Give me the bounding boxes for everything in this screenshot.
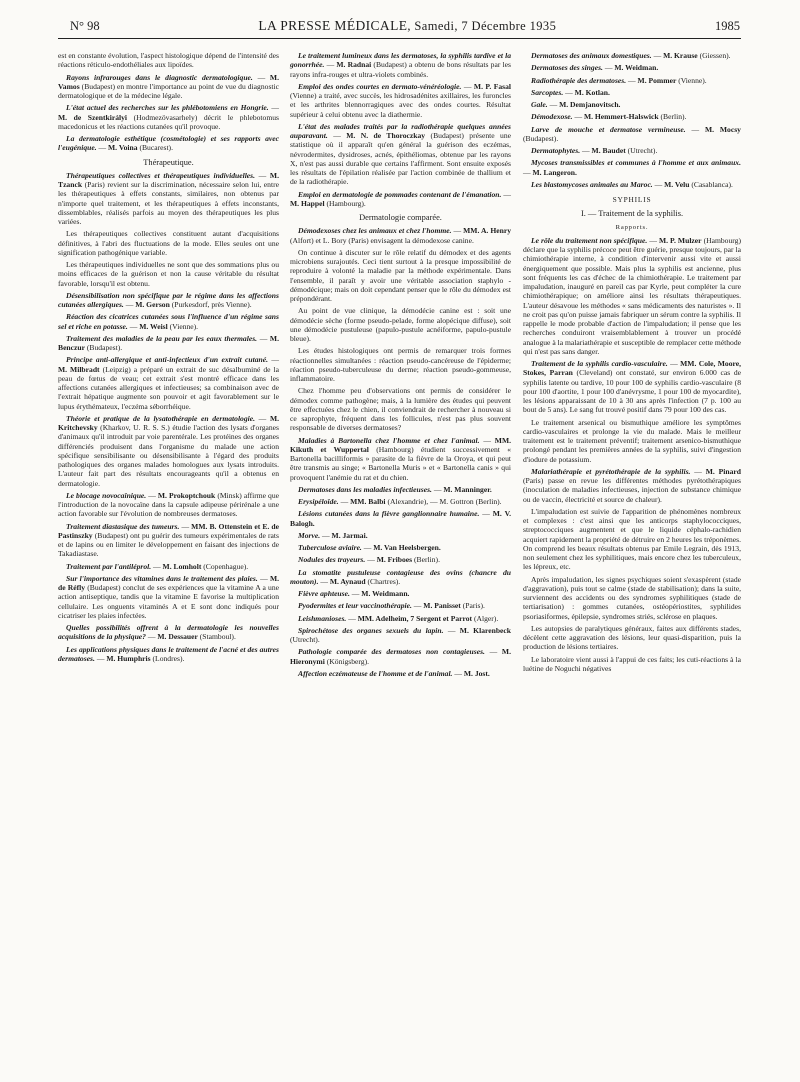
entry-text: (Vienne). bbox=[169, 321, 199, 331]
author-name: M. Dessauer bbox=[157, 632, 198, 642]
abstract-entry: Morve. — M. Jarmai. bbox=[298, 530, 368, 540]
author-name: M. Klarenbeck bbox=[459, 625, 512, 635]
entry-title: L'état actuel des recherches sur les phlébotomiens en Hongrie. bbox=[66, 103, 269, 113]
body-paragraph bbox=[290, 386, 511, 432]
entry-title: Malariathérapie et pyrétothérapie de la syphilis. bbox=[531, 466, 691, 476]
entry-text: (Hambourg) étudient successivement « Bartonella bacilliformis » parasite de la fièvre de la Oroya, et qui peut être transmis au singe; « Bartonella Muris » et « Bartonella canis » qui provoquent l'anémie du rat et du chien. bbox=[290, 444, 511, 482]
entry-text: Les autopsies de paralytiques généraux, faites aux différents stades, décèlent cette aggravation des lésions, leur quasi-disparition, puis la production de lésions tertiaires. bbox=[523, 623, 741, 652]
entry-title: Démodexose. bbox=[531, 112, 573, 122]
body-paragraph bbox=[58, 51, 279, 70]
entry-title: Tuberculose aviaire. bbox=[298, 543, 362, 552]
abstract-entry: Principe anti-allergique et anti-infectieux d'un extrait cutané. — M. Milbradt (Leipzig) a préparé un extrait de suc désalbuminé de la peau de fœtus de veau; cet extrait s'est montré efficace dans les affections cutanées allergiques et infectieuses; sa combinaison avec de l'extrait hépatique augmente son pouvoir et agit favorablement sur le lupus érythémateux, l'eczéma séborrhéique. bbox=[58, 355, 280, 411]
entry-text: Au point de vue clinique, la démodécie canine est : soit une démodécie sèche (forme pseudo-pelade, forme alopécique diffuse), soit une démodécie pustuleuse (papulo-pustule acnéiforme, papulo-pustule bleue). bbox=[290, 306, 511, 343]
entry-text: (Giessen). bbox=[699, 51, 731, 60]
entry-title: Erysipéloïde. bbox=[298, 497, 339, 506]
abstract-entry: La stomatite pustuleuse contagieuse des ovins (chancre du mouton). — M. Aynaud (Chartres). bbox=[290, 567, 511, 586]
body-paragraph bbox=[290, 306, 511, 343]
body-paragraph bbox=[523, 418, 741, 464]
body-paragraph bbox=[58, 260, 279, 288]
entry-text: (Vienne). bbox=[678, 75, 707, 85]
journal-title-line bbox=[258, 18, 556, 34]
entry-title: La dermatologie esthétique (cosmétologie) et ses rapports avec l'eugénique. bbox=[58, 134, 279, 153]
abstract-entry: Fièvre aphteuse. — M. Weidmann. bbox=[298, 589, 410, 598]
entry-text: (Casablanca). bbox=[691, 179, 733, 189]
entry-text: Après impaludation, les signes psychiques soient s'exaspèrent (stade d'aggravation), puis tout se calme (stade de stabilisation); dans la suite, surviennent des accidents ou des syndromes syphilitiques (stade de tertiarisation) : gommes cutanées, ostéopériostites, syphilides psoriasiformes, épilepsie, syndromes striés, sclérose en plaques. bbox=[523, 574, 741, 621]
entry-text: (Berlin). bbox=[660, 112, 687, 122]
section-heading: SYPHILIS bbox=[612, 195, 652, 204]
abstract-entry: Démodexoses chez les animaux et chez l'homme. — MM. A. Henry (Alfort) et L. Bory (Paris) envisagent la démodexose canine. bbox=[290, 226, 511, 245]
author-name: M. Voina bbox=[108, 143, 138, 153]
author-name: M. Benczur bbox=[58, 333, 279, 352]
author-name: M. N. de Thoroczkay bbox=[346, 131, 426, 140]
entry-title: Radiothérapie des dermatoses. bbox=[531, 75, 627, 85]
abstract-entry: Lésions cutanées dans la fièvre ganglionnaire humaine. — M. V. Balogh. bbox=[290, 509, 512, 528]
author-name: M. Radnai bbox=[336, 60, 372, 70]
entry-title: Le rôle du traitement non spécifique. bbox=[531, 235, 648, 245]
body-paragraph bbox=[523, 575, 741, 621]
author-name: M. Tzanck bbox=[58, 170, 279, 189]
author-name: M. Baudet bbox=[591, 146, 626, 155]
author-name: M. Weidman. bbox=[614, 63, 659, 73]
abstract-entry: Traitement diastasique des tumeurs. — MM. B. Ottenstein et E. de Pastinszky (Budapest) ont pu guérir des tumeurs expérimentales de rats et de lapins ou en limiter le développement en faisant des injections de Takadiastase. bbox=[58, 521, 280, 559]
entry-text: (Budapest) en montre l'importance au point de vue du diagnostic dermatologique et de la médecine légale. bbox=[58, 81, 279, 100]
abstract-entry: Réaction des cicatrices cutanées sous l'influence d'un régime sans sel et riche en potasse. — M. Weisl (Vienne). bbox=[58, 312, 279, 331]
author-name: M. Langeron. bbox=[532, 167, 577, 177]
author-name: M. Mocsy bbox=[704, 124, 741, 134]
entry-title: Traitement des maladies de la peau par les eaux thermales. bbox=[66, 333, 258, 343]
author-name: M. Van Heelsbergen. bbox=[373, 543, 441, 552]
entry-title: Emploi des ondes courtes en dermato-vénéréologie. bbox=[298, 81, 462, 91]
entry-text: (Paris) revient sur la discrimination, nécessaire selon lui, entre les thérapeutiques à effets constants, similaires, non obtenus par n'importe quel traitement, et les thérapeutiques à effets inconstants, dissemblables, réalisés parfois au moyen des thérapeutiques les plus variées. bbox=[58, 180, 279, 226]
entry-title: Dermatoses des singes. bbox=[531, 63, 603, 73]
author-name: M. Jost. bbox=[463, 668, 490, 678]
entry-title: Maladies à Bartonella chez l'homme et chez l'animal. bbox=[298, 435, 480, 445]
author-name: M. de Réfly bbox=[58, 573, 280, 592]
entry-text: L'impaludation est suivie de l'apparition de phénomènes nombreux et complexes : c'est ainsi que les anticorps staphylococciques, streptococciques augmentent et que le liquide céphalo-rachidien acquiert rapidement la propriété de détruire en 2 heures les tréponèmes. On comprend les beaux résultats obtenus par Emile Legrain, dès 1913, non seulement chez les syphilitiques, mais encore chez les tuberculeux, les lépreux, etc. bbox=[523, 506, 741, 572]
entry-title: Dermatoses dans les maladies infectieuses. bbox=[298, 484, 432, 494]
section-heading: Rapports. bbox=[615, 223, 649, 231]
author-name: M. Weisl bbox=[139, 321, 168, 331]
issue-date: , Samedi, 7 Décembre 1935 bbox=[407, 19, 557, 33]
abstract-entry: Les blastomycoses animales au Maroc. — M. Velu (Casablanca). bbox=[531, 179, 733, 189]
entry-text: (Königsberg). bbox=[326, 656, 370, 666]
author-name: MM. B. Ottenstein et E. de Pastinszky bbox=[58, 521, 280, 540]
author-name: MM. A. Henry bbox=[463, 226, 511, 236]
author-name: M. Kritchevsky bbox=[58, 413, 280, 432]
entry-text: est en constante évolution, l'aspect histologique dépend de l'intensité des réactions réticulo-endothéliales aux lipoïdes. bbox=[58, 51, 279, 70]
entry-text: (Londres). bbox=[152, 653, 185, 663]
abstract-entry: L'état actuel des recherches sur les phlébotomiens en Hongrie. — M. de Szentkirályi (Hodmezövasarhely) décrit le phlebotomus macedonicus et les réactions cutanées qu'il provoque. bbox=[58, 103, 279, 131]
entry-title: Morve. bbox=[298, 530, 321, 540]
entry-title: L'état des malades traités par la radiothérapie quelques années auparavant. bbox=[290, 121, 511, 140]
column-right bbox=[523, 51, 741, 676]
entry-text: (Stamboul). bbox=[199, 632, 236, 642]
section-heading: Thérapeutique. bbox=[143, 157, 194, 167]
author-name: M. de Szentkirályi bbox=[58, 112, 128, 122]
abstract-entry: Le rôle du traitement non spécifique. — M. P. Mulzer (Hambourg) déclare que la syphilis précoce peut être guérie, presque toujours, par la chimiothérapie interne, à condition d'intervenir aussi vite et aussi énergiquement que possible. Mais plus la syphilis est ancienne, plus sont fréquents les cas d'échec de la chimiothérapie. Le traitement par impaludation, inauguré en pareil cas par Kyrle, peut compléter la cure chimiothérapique; on améliore ainsi les résultats thérapeutiques. L'auteur désavoue les méthodes « sans médicaments des naturistes ». Il ne croit pas qu'on puisse jamais fabriquer un sérum contre la syphilis. Il rappelle le mode probable d'action de l'impaludation; il pense que les recherches conduiront vraisemblablement à trouver un procédé analogue à la malariathérapie et susceptible de remplacer cette méthode qui n'est pas sans danger. bbox=[523, 235, 741, 356]
entry-title: Dermatoses des animaux domestiques. bbox=[531, 51, 652, 60]
abstract-entry: Gale. — M. Demjanovitsch. bbox=[531, 100, 621, 109]
entry-text: (Berlin). bbox=[414, 555, 440, 565]
column-left bbox=[58, 51, 279, 666]
entry-title: Les applications physiques dans le traitement de l'acné et des autres dermatoses. bbox=[58, 644, 279, 663]
author-name: M. Lomholt bbox=[162, 561, 202, 571]
abstract-entry: Maladies à Bartonella chez l'homme et chez l'animal. — MM. Kikuth et Wuppertal (Hambourg) étudient successivement « Bartonella bacilliformis » parasite de la fièvre de la Oroya, et qui peut être transmis au singe; « Bartonella Muris » et « Bartonella canis » qui provoquent l'anémie du rat et du chien. bbox=[290, 435, 512, 482]
header-rule bbox=[58, 38, 741, 39]
entry-text: (Hodmezövasarhely) décrit le phlebotomus macedonicus et les réactions cutanées qu'il provoque. bbox=[58, 112, 279, 131]
author-name: M. Jarmai. bbox=[331, 530, 368, 540]
abstract-entry: Malariathérapie et pyrétothérapie de la syphilis. — M. Pinard (Paris) passe en revue les différentes méthodes pyrétothérapiques (inoculation de maladies infectieuses, injection de substance chimique ou de vaccin, électricité et source de chaleur). bbox=[523, 466, 742, 504]
author-name: M. Hieronymi bbox=[290, 647, 511, 666]
entry-title: Dermatophytes. bbox=[531, 146, 581, 155]
entry-title: Thérapeutiques collectives et thérapeutiques individuelles. bbox=[66, 170, 256, 180]
entry-title: Traitement par l'antiléprol. bbox=[66, 561, 152, 571]
entry-text: (Budapest). bbox=[523, 133, 559, 143]
entry-text: (Utrecht). bbox=[290, 635, 320, 644]
entry-title: Réaction des cicatrices cutanées sous l'influence d'un régime sans sel et riche en potasse. bbox=[58, 312, 279, 331]
author-name: M. Krause bbox=[663, 51, 698, 60]
entry-title: La stomatite pustuleuse contagieuse des ovins (chancre du mouton). bbox=[290, 567, 511, 586]
entry-title: Désensibilisation non spécifique par le régime dans les affections cutanées allergiques. bbox=[58, 290, 279, 309]
entry-title: Démodexoses chez les animaux et chez l'homme. bbox=[298, 226, 452, 236]
abstract-entry: Dermatoses des animaux domestiques. — M. Krause (Giessen). bbox=[531, 51, 731, 60]
abstract-entry: Larve de mouche et dermatose vermineuse. — M. Mocsy (Budapest). bbox=[523, 124, 741, 143]
entry-title: Traitement diastasique des tumeurs. bbox=[66, 521, 180, 531]
entry-text: (Vienne) a traité, avec succès, les hidrosadénites axillaires, les furoncles et les arthrites blennorragiques avec des ondes courtes. Résultat supérieur à celui obtenu avec la diathermie. bbox=[290, 91, 511, 119]
abstract-entry: La dermatologie esthétique (cosmétologie) et ses rapports avec l'eugénique. — M. Voina (Bucarest). bbox=[58, 134, 279, 153]
author-name: M. Pommer bbox=[637, 75, 677, 85]
abstract-entry: Affection eczémateuse de l'homme et de l'animal. — M. Jost. bbox=[298, 668, 490, 678]
body-paragraph bbox=[523, 624, 741, 652]
author-name: M. Velu bbox=[664, 179, 690, 189]
page-header bbox=[70, 18, 740, 38]
entry-text: (Hambourg). bbox=[326, 198, 366, 208]
author-name: MM. Adelheim, 7 Sergent et Parrot bbox=[357, 613, 473, 623]
journal-name: LA PRESSE MÉDICALE bbox=[258, 18, 408, 33]
author-name: M. Milbradt bbox=[58, 364, 100, 374]
entry-title: Rayons infrarouges dans le diagnostic dermatologique. bbox=[66, 72, 253, 82]
entry-text: (Paris). bbox=[462, 601, 485, 611]
section-heading: Dermatologie comparée. bbox=[359, 213, 442, 222]
author-name: M. Happel bbox=[290, 198, 325, 208]
entry-text: (Budapest) conclut de ses expériences que la vitamine A a une action antiseptique, tandis que la vitamine E favorise la multiplication cellulaire. Les onguents vitaminés A et E sont donc indiqués pour cicatriser les plaies infectées. bbox=[58, 583, 279, 620]
abstract-entry: Rayons infrarouges dans le diagnostic dermatologique. — M. Vamos (Budapest) en montre l'importance au point de vue du diagnostic dermatologique et de la médecine légale. bbox=[58, 72, 279, 100]
entry-title: Le blocage novocaïnique. bbox=[66, 490, 147, 500]
author-name: M. Kotlan. bbox=[574, 87, 610, 97]
entry-text: Le traitement arsenical ou bismuthique améliore les symptômes cardio-vasculaires et prolonge la vie du malade. Mais le meilleur traitement est le traitement préventif; traitement arsenico-bismuthique prolongé pendant les premières années de la syphilis, suivi d'ingestion d'iodure de potassium. bbox=[523, 417, 741, 464]
entry-text: (Utrecht). bbox=[627, 146, 658, 155]
abstract-entry: Traitement par l'antiléprol. — M. Lomholt (Copenhague). bbox=[66, 561, 249, 571]
abstract-entry: Emploi des ondes courtes en dermato-vénéréologie. — M. P. Fasal (Vienne) a traité, avec succès, les hidrosadénites axillaires, les furoncles et les arthrites blennorragiques avec des ondes courtes. Résultat supérieur à celui obtenu avec la diathermie. bbox=[290, 81, 512, 119]
page-number: 1985 bbox=[714, 19, 740, 33]
abstract-entry: Thérapeutiques collectives et thérapeutiques individuelles. — M. Tzanck (Paris) revient sur la discrimination, nécessaire selon lui, entre les thérapeutiques à effets constants, similaires, non obtenus par n'importe quel traitement, et les thérapeutiques à effets inconstants, dissemblables, réalisés parfois au moyen des thérapeutiques les plus variées. bbox=[58, 170, 279, 226]
abstract-entry: Pyodermites et leur vaccinothérapie. — M. Panisset (Paris). bbox=[298, 601, 485, 611]
abstract-entry: Théorie et pratique de la lysatothérapie en dermatologie. — M. Kritchevsky (Kharkov, U. R. S. S.) étudie l'action des lysats d'organes d'animaux qu'il introduit par voie parentérale. Les protéines des organes différenciés produisent dans l'organisme du malade une action spécifique sensibilisante ou désensibilisante à l'égard des produits pathologiques des organes malades homologues aux lysats introduits. L'auteur fait part des résultats encourageants qu'il a obtenus en dermatologie. bbox=[58, 413, 280, 488]
entry-text: (Purkesdorf, près Vienne). bbox=[171, 300, 252, 309]
abstract-entry: Sarcoptes. — M. Kotlan. bbox=[531, 87, 610, 97]
entry-title: Spirochétose des organes sexuels du lapin. bbox=[298, 625, 444, 635]
entry-title: Affection eczémateuse de l'homme et de l'animal. bbox=[298, 668, 453, 678]
author-name: MM. Cole, Moore, Stokes, Parran bbox=[523, 359, 742, 378]
author-name: M. Manninger. bbox=[443, 484, 492, 494]
abstract-entry: Traitement des maladies de la peau par les eaux thermales. — M. Benczur (Budapest). bbox=[58, 333, 279, 352]
abstract-entry: Désensibilisation non spécifique par le régime dans les affections cutanées allergiques. — M. Gerson (Purkesdorf, près Vienne). bbox=[58, 290, 279, 309]
entry-text: Les thérapeutiques collectives constituent autant d'acquisitions définitives, à l'abri des fluctuations de la mode. Elles seules ont une signification pathogénique variable. bbox=[58, 229, 279, 257]
author-name: M. Gerson bbox=[135, 300, 170, 309]
body-paragraph bbox=[58, 229, 279, 257]
entry-text: (Kharkov, U. R. S. S.) étudie l'action des lysats d'organes d'animaux qu'il introduit par voie parentérale. Les protéines des organes différenciés produisent dans l'organisme du malade une action spécifique sensibilisante ou désensibilisante à l'égard des produits pathologiques des organes malades homologues aux lysats introduits. L'auteur fait part des résultats encourageants qu'il a obtenus en dermatologie. bbox=[58, 423, 280, 488]
body-paragraph bbox=[523, 507, 741, 572]
entry-text: (Budapest) a obtenu de bons résultats par les rayons infra-rouges et ultra-violets combinés. bbox=[290, 60, 511, 79]
entry-title: Nodules des trayeurs. bbox=[298, 555, 366, 565]
entry-title: Théorie et pratique de la lysatothérapie en dermatologie. bbox=[66, 413, 256, 423]
author-name: M. Hemmert-Halswick bbox=[583, 112, 659, 122]
abstract-entry: Sur l'importance des vitamines dans le traitement des plaies. — M. de Réfly (Budapest) conclut de ses expériences que la vitamine A a une action antiseptique, tandis que la vitamine E favorise la multiplication cellulaire. Les onguents vitaminés A et E sont donc indiqués pour cicatriser les plaies infectées. bbox=[58, 573, 280, 620]
abstract-entry: Quelles possibilités offrent à la dermatologie les nouvelles acquisitions de la physique? — M. Dessauer (Stamboul). bbox=[58, 623, 279, 642]
author-name: M. Vamos bbox=[58, 72, 279, 91]
abstract-entry: Radiothérapie des dermatoses. — M. Pommer (Vienne). bbox=[531, 75, 707, 85]
author-name: MM. Balbi bbox=[350, 497, 386, 506]
entry-title: Emploi en dermatologie de pommades contenant de l'émanation. bbox=[298, 189, 502, 199]
abstract-entry: Dermatoses des singes. — M. Weidman. bbox=[531, 63, 659, 73]
entry-title: Pyodermites et leur vaccinothérapie. bbox=[298, 601, 412, 611]
abstract-entry: Tuberculose aviaire. — M. Van Heelsbergen. bbox=[298, 543, 441, 552]
body-paragraph bbox=[290, 346, 511, 383]
entry-text: (Alger). bbox=[473, 613, 499, 623]
entry-title: Larve de mouche et dermatose vermineuse. bbox=[531, 124, 686, 134]
abstract-entry: L'état des malades traités par la radiothérapie quelques années auparavant. — M. N. de Thoroczkay (Budapest) présente une statistique où il apparaît qu'en général la guérison des eczémas, névrodermites, dysidroses, acnés, épithéliomas, obtenue par les rayons X, n'est pas aussi durable que certains l'affirment. Sont ensuite exposés les résultats de l'épilation réalisée par l'action combinée de thallium et de la radiothérapie. bbox=[290, 121, 511, 187]
entry-text: (Minsk) affirme que l'introduction de la novocaïne dans la capsule adipeuse périrénale a une action favorable sur l'évolution de nombreuses dermatoses. bbox=[58, 490, 280, 519]
entry-text: (Alexandrie), — M. Gottron (Berlin). bbox=[387, 497, 502, 506]
author-name: M. Prokoptchouk bbox=[157, 490, 216, 500]
author-name: M. Panisset bbox=[423, 601, 461, 611]
author-name: M. Aynaud bbox=[329, 576, 366, 586]
abstract-entry: Emploi en dermatologie de pommades contenant de l'émanation. — M. Happel (Hambourg). bbox=[290, 189, 512, 208]
author-name: M. Weidmann. bbox=[361, 589, 410, 598]
abstract-entry: Dermatophytes. — M. Baudet (Utrecht). bbox=[531, 146, 658, 155]
abstract-entry: Erysipéloïde. — MM. Balbi (Alexandrie), — M. Gottron (Berlin). bbox=[298, 497, 502, 506]
entry-text: (Budapest) ont pu guérir des tumeurs expérimentales de rats et de lapins ou en limiter le développement en faisant des injections de Takadiastase. bbox=[58, 530, 279, 559]
abstract-entry: Dermatoses dans les maladies infectieuses. — M. Manninger. bbox=[298, 484, 492, 494]
entry-text: (Leipzig) a préparé un extrait de suc désalbuminé de la peau de fœtus de veau; cet extrait s'est montré efficace dans les affections cutanées allergiques et infectieuses; sa combinaison avec de l'extrait hépatique augmente son pouvoir et agit favorablement sur le lupus érythémateux, l'eczéma séborrhéique. bbox=[58, 364, 280, 411]
entry-text: Les études histologiques ont permis de remarquer trois formes réactionnelles simultanées : réaction pseudo-cancéreuse de l'épiderme; réaction pseudo-tuberculeuse du derme; réaction pseudo-gommeuse, inflammatoire. bbox=[290, 346, 511, 383]
entry-title: Principe anti-allergique et anti-infectieux d'un extrait cutané. bbox=[66, 355, 269, 365]
author-name: M. P. Mulzer bbox=[658, 235, 702, 245]
issue-number: N° 98 bbox=[70, 19, 100, 33]
entry-text: (Budapest) présente une statistique où il apparaît qu'en général la guérison des eczémas, névrodermites, dysidroses, acnés, épithéliomas, obtenue par les rayons X, n'est pas aussi durable que certains l'affirment. Sont ensuite exposés les résultats de l'épilation réalisée par l'action combinée de thallium et de la radiothérapie. bbox=[290, 131, 511, 187]
abstract-entry: Démodexose. — M. Hemmert-Halswick (Berlin). bbox=[531, 112, 687, 122]
entry-title: Les blastomycoses animales au Maroc. bbox=[531, 179, 653, 189]
column-middle bbox=[290, 51, 511, 681]
entry-title: Fièvre aphteuse. bbox=[298, 589, 350, 598]
entry-title: Traitement de la syphilis cardio-vasculaire. bbox=[531, 359, 668, 368]
entry-title: Sur l'importance des vitamines dans le traitement des plaies. bbox=[66, 573, 258, 583]
entry-text: (Copenhague). bbox=[203, 561, 249, 571]
entry-text: On continue à discuter sur le rôle relatif du démodex et des agents microbiens surajoutés. Ceci tient surtout à la presque impossibilité de reproduire à volonté la maladie par la méthode expérimentale. Dans l'ensemble, il paraît y avoir une véritable association staphylo - démodécique; mais on doit cependant penser que le rôle du démodex est prépondérant. bbox=[290, 247, 511, 303]
entry-title: Mycoses transmissibles et communes à l'homme et aux animaux. bbox=[531, 158, 741, 168]
entry-title: Sarcoptes. bbox=[531, 87, 564, 97]
entry-title: Quelles possibilités offrent à la dermatologie les nouvelles acquisitions de la physique? bbox=[58, 623, 279, 642]
abstract-entry: Le traitement lumineux dans les dermatoses, la syphilis tardive et la gonorrhée. — M. Radnai (Budapest) a obtenu de bons résultats par les rayons infra-rouges et ultra-violets combinés. bbox=[290, 51, 511, 79]
abstract-entry: Traitement de la syphilis cardio-vasculaire. — MM. Cole, Moore, Stokes, Parran (Cleveland) ont constaté, sur environ 6.000 cas de syphilis latente ou tardive, 10 pour 100 de syphilis cardio-vasculaire (8 pour 100 d'aortite, 1 pour 100 d'anévrysme, 1 pour 100 de myocardite), les lésions apparaissant de 10 à 30 ans après l'infection (7 p. 100 au bout de 5 ans). Le sang fut trouvé positif dans 79 pour 100 des cas. bbox=[523, 359, 742, 415]
author-name: M. Pinard bbox=[705, 466, 742, 476]
abstract-entry: Pathologie comparée des dermatoses non contagieuses. — M. Hieronymi (Königsberg). bbox=[290, 647, 511, 666]
abstract-entry: Mycoses transmissibles et communes à l'homme et aux animaux. — M. Langeron. bbox=[523, 158, 741, 177]
abstract-entry: Les applications physiques dans le traitement de l'acné et des autres dermatoses. — M. Humphris (Londres). bbox=[58, 644, 279, 663]
entry-text: (Paris) passe en revue les différentes méthodes pyrétothérapiques (inoculation de maladies infectieuses, injection de substance chimique ou de vaccin, électricité et source de chaleur). bbox=[523, 476, 741, 504]
entry-text: (Cleveland) ont constaté, sur environ 6.000 cas de syphilis latente ou tardive, 10 pour 100 de syphilis cardio-vasculaire (8 pour 100 d'aortite, 1 pour 100 d'anévrysme, 1 pour 100 de myocardite), les lésions apparaissant de 10 à 30 ans après l'infection (7 p. 100 au bout de 5 ans). Le sang fut trouvé positif dans 79 pour 100 des cas. bbox=[523, 368, 741, 415]
entry-text: (Alfort) et L. Bory (Paris) envisagent la démodexose canine. bbox=[290, 235, 474, 245]
entry-text: Chez l'homme peu d'observations ont permis de considérer le démodex comme pathogène; mais, à la lumière des études qui peuvent être effectuées chez le chien, il conviendrait de rechercher à nouveau si ce saprophyte, fréquent dans les follicules, n'est pas plus souvent responsable de diverses dermatoses? bbox=[290, 386, 511, 433]
entry-title: Gale. bbox=[531, 100, 548, 109]
entry-text: (Chartres). bbox=[367, 576, 401, 586]
abstract-entry: Le blocage novocaïnique. — M. Prokoptchouk (Minsk) affirme que l'introduction de la novocaïne dans la capsule adipeuse périrénale a une action favorable sur l'évolution de nombreuses dermatoses. bbox=[58, 490, 280, 519]
body-paragraph bbox=[290, 248, 511, 304]
section-heading: I. — Traitement de la syphilis. bbox=[580, 209, 684, 219]
author-name: M. Friboes bbox=[376, 555, 413, 565]
entry-title: Pathologie comparée des dermatoses non contagieuses. bbox=[298, 647, 485, 657]
abstract-entry: Spirochétose des organes sexuels du lapin. — M. Klarenbeck (Utrecht). bbox=[290, 625, 512, 644]
entry-text: (Hambourg) déclare que la syphilis précoce peut être guérie, presque toujours, par la chimiothérapie interne, à condition d'intervenir aussi vite et aussi énergiquement que possible. Mais plus la syphilis est ancienne, plus sont fréquents les cas d'échec de la chimiothérapie. Le traitement par impaludation, inauguré en pareil cas par Kyrle, peut compléter la cure chimiothérapique; on améliore ainsi les résultats thérapeutiques. L'auteur désavoue les méthodes « sans médicaments des naturistes ». Il ne croit pas qu'on puisse jamais fabriquer un sérum contre la syphilis. Il rappelle le mode probable d'action de l'impaludation; il pense que les recherches conduiront vraisemblablement à trouver un procédé analogue à la malariathérapie et susceptible de remplacer cette méthode qui n'est pas sans danger. bbox=[523, 235, 741, 356]
author-name: MM. Kikuth et Wuppertal bbox=[290, 435, 512, 454]
body-paragraph bbox=[523, 655, 741, 674]
entry-text: (Budapest). bbox=[86, 343, 123, 352]
author-name: M. P. Fasal bbox=[473, 81, 512, 91]
abstract-entry: Leishmanioses. — MM. Adelheim, 7 Sergent et Parrot (Alger). bbox=[298, 613, 499, 623]
author-name: M. V. Balogh. bbox=[290, 509, 512, 528]
author-name: M. Humphris bbox=[106, 653, 151, 663]
entry-text: Le laboratoire vient aussi à l'appui de ces faits; les cuti-réactions à la luétine de Noguchi négatives bbox=[523, 654, 741, 673]
author-name: M. Demjanovitsch. bbox=[559, 100, 621, 109]
entry-text: Les thérapeutiques individuelles ne sont que des sommations plus ou moins efficaces de la guérison et non la cause véritable du résultat favorable, lorsqu'il est obtenu. bbox=[58, 260, 279, 288]
entry-text: (Bucarest). bbox=[139, 143, 173, 153]
entry-title: Le traitement lumineux dans les dermatoses, la syphilis tardive et la gonorrhée. bbox=[290, 51, 511, 70]
abstract-entry: Nodules des trayeurs. — M. Friboes (Berlin). bbox=[298, 555, 440, 565]
entry-title: Lésions cutanées dans la fièvre ganglionnaire humaine. bbox=[298, 509, 480, 519]
entry-title: Leishmanioses. bbox=[298, 613, 347, 623]
